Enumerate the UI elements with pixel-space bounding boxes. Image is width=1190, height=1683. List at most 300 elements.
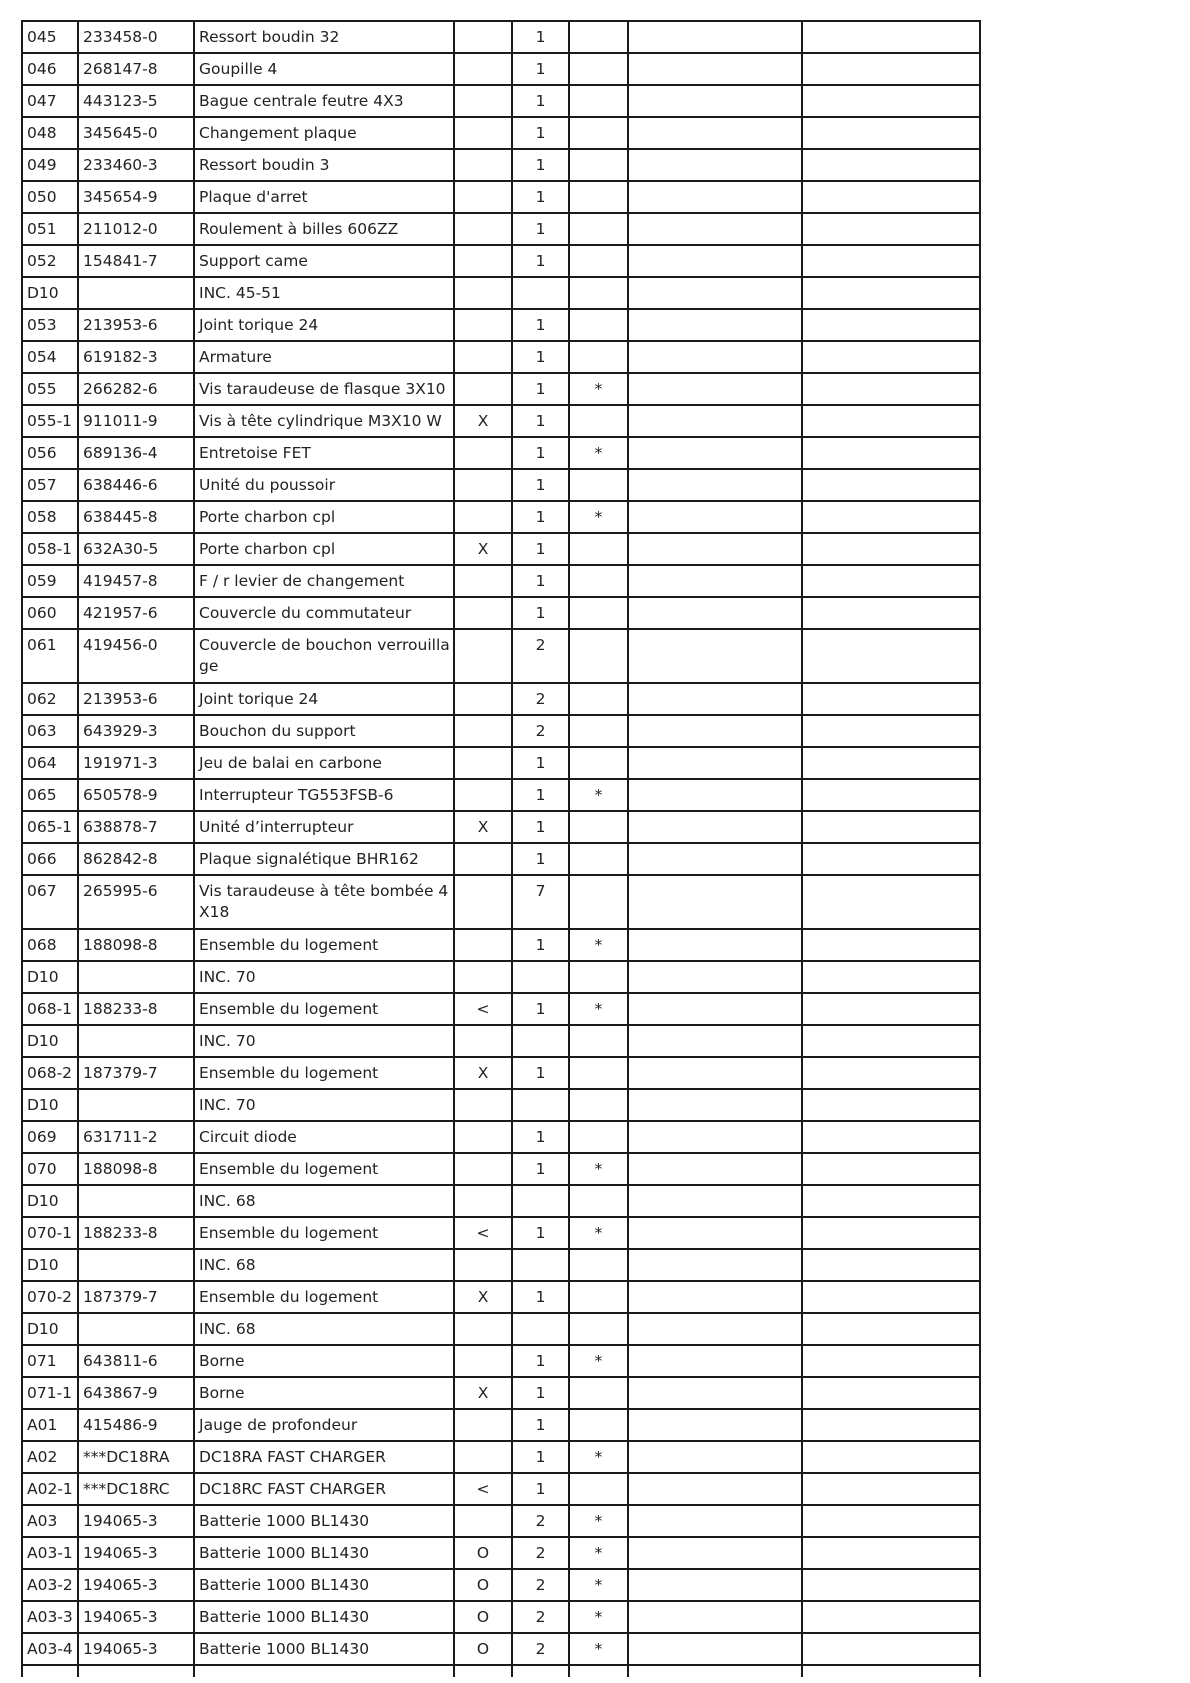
item-number-cell: 062 — [22, 683, 78, 715]
part-number-cell: 265995-6 — [78, 875, 194, 929]
quantity-cell: 2 — [512, 1601, 569, 1633]
empty-cell — [512, 1665, 569, 1677]
blank-cell-a — [628, 341, 802, 373]
marker-cell — [569, 21, 628, 53]
table-row — [22, 437, 980, 469]
empty-cell — [802, 1665, 980, 1677]
part-number-cell: 188233-8 — [78, 993, 194, 1025]
table-row — [22, 1633, 980, 1665]
table-row — [22, 929, 980, 961]
variant-flag-cell — [454, 1249, 512, 1281]
marker-cell — [569, 117, 628, 149]
variant-flag-cell — [454, 565, 512, 597]
parts-table — [21, 20, 981, 1677]
description-cell: Ensemble du logement — [194, 1153, 454, 1185]
blank-cell-b — [802, 1281, 980, 1313]
description-cell: Jeu de balai en carbone — [194, 747, 454, 779]
table-row — [22, 1185, 980, 1217]
table-row — [22, 245, 980, 277]
blank-cell-a — [628, 1249, 802, 1281]
blank-cell-b — [802, 875, 980, 929]
blank-cell-a — [628, 683, 802, 715]
table-row — [22, 683, 980, 715]
variant-flag-cell — [454, 469, 512, 501]
quantity-cell: 1 — [512, 309, 569, 341]
blank-cell-b — [802, 1025, 980, 1057]
description-cell: Support came — [194, 245, 454, 277]
part-number-cell: 194065-3 — [78, 1537, 194, 1569]
quantity-cell: 1 — [512, 405, 569, 437]
item-number-cell: 046 — [22, 53, 78, 85]
blank-cell-a — [628, 1569, 802, 1601]
variant-flag-cell: X — [454, 811, 512, 843]
table-row — [22, 1505, 980, 1537]
marker-cell — [569, 683, 628, 715]
description-cell: Ressort boudin 3 — [194, 149, 454, 181]
blank-cell-a — [628, 1217, 802, 1249]
marker-cell: * — [569, 1633, 628, 1665]
blank-cell-a — [628, 1505, 802, 1537]
table-row — [22, 1153, 980, 1185]
blank-cell-b — [802, 437, 980, 469]
marker-cell — [569, 277, 628, 309]
variant-flag-cell — [454, 53, 512, 85]
blank-cell-b — [802, 1153, 980, 1185]
variant-flag-cell — [454, 715, 512, 747]
marker-cell — [569, 629, 628, 683]
description-cell: Bouchon du support — [194, 715, 454, 747]
quantity-cell: 2 — [512, 1537, 569, 1569]
part-number-cell: 194065-3 — [78, 1633, 194, 1665]
variant-flag-cell — [454, 597, 512, 629]
variant-flag-cell — [454, 1025, 512, 1057]
blank-cell-a — [628, 747, 802, 779]
description-cell: Interrupteur TG553FSB-6 — [194, 779, 454, 811]
item-number-cell: 051 — [22, 213, 78, 245]
variant-flag-cell — [454, 501, 512, 533]
empty-cell — [78, 1665, 194, 1677]
item-number-cell: 069 — [22, 1121, 78, 1153]
variant-flag-cell — [454, 1121, 512, 1153]
marker-cell: * — [569, 929, 628, 961]
part-number-cell: 650578-9 — [78, 779, 194, 811]
blank-cell-a — [628, 875, 802, 929]
quantity-cell — [512, 1313, 569, 1345]
quantity-cell — [512, 961, 569, 993]
table-row — [22, 1409, 980, 1441]
variant-flag-cell — [454, 85, 512, 117]
description-cell: F / r levier de changement — [194, 565, 454, 597]
description-cell: Porte charbon cpl — [194, 501, 454, 533]
marker-cell: * — [569, 1153, 628, 1185]
variant-flag-cell — [454, 1313, 512, 1345]
blank-cell-a — [628, 277, 802, 309]
description-cell: Borne — [194, 1377, 454, 1409]
part-number-cell — [78, 1185, 194, 1217]
variant-flag-cell: X — [454, 405, 512, 437]
table-row — [22, 747, 980, 779]
table-row — [22, 309, 980, 341]
blank-cell-a — [628, 1633, 802, 1665]
marker-cell: * — [569, 1601, 628, 1633]
variant-flag-cell — [454, 929, 512, 961]
marker-cell — [569, 85, 628, 117]
quantity-cell: 1 — [512, 341, 569, 373]
item-number-cell: 054 — [22, 341, 78, 373]
variant-flag-cell — [454, 629, 512, 683]
blank-cell-a — [628, 213, 802, 245]
marker-cell — [569, 961, 628, 993]
table-row — [22, 811, 980, 843]
table-row — [22, 1377, 980, 1409]
description-cell: Entretoise FET — [194, 437, 454, 469]
blank-cell-a — [628, 1409, 802, 1441]
item-number-cell: 060 — [22, 597, 78, 629]
description-cell: Batterie 1000 BL1430 — [194, 1537, 454, 1569]
quantity-cell: 2 — [512, 629, 569, 683]
part-number-cell: 345645-0 — [78, 117, 194, 149]
blank-cell-b — [802, 149, 980, 181]
variant-flag-cell — [454, 779, 512, 811]
table-row — [22, 1025, 980, 1057]
blank-cell-b — [802, 1505, 980, 1537]
marker-cell — [569, 245, 628, 277]
blank-cell-a — [628, 1313, 802, 1345]
blank-cell-a — [628, 117, 802, 149]
item-number-cell: 048 — [22, 117, 78, 149]
blank-cell-b — [802, 21, 980, 53]
variant-flag-cell: X — [454, 1057, 512, 1089]
item-number-cell: 057 — [22, 469, 78, 501]
item-number-cell: 065 — [22, 779, 78, 811]
marker-cell: * — [569, 501, 628, 533]
item-number-cell: D10 — [22, 1249, 78, 1281]
blank-cell-b — [802, 565, 980, 597]
item-number-cell: A01 — [22, 1409, 78, 1441]
item-number-cell: A03 — [22, 1505, 78, 1537]
quantity-cell: 1 — [512, 779, 569, 811]
table-row — [22, 21, 980, 53]
part-number-cell: ***DC18RC — [78, 1473, 194, 1505]
marker-cell — [569, 533, 628, 565]
marker-cell: * — [569, 373, 628, 405]
table-row — [22, 1313, 980, 1345]
marker-cell: * — [569, 779, 628, 811]
part-number-cell: 415486-9 — [78, 1409, 194, 1441]
parts-table-body — [22, 21, 980, 1677]
part-number-cell — [78, 961, 194, 993]
variant-flag-cell — [454, 277, 512, 309]
part-number-cell: 213953-6 — [78, 683, 194, 715]
description-cell: Changement plaque — [194, 117, 454, 149]
part-number-cell: 632A30-5 — [78, 533, 194, 565]
table-row — [22, 405, 980, 437]
blank-cell-b — [802, 747, 980, 779]
variant-flag-cell — [454, 1441, 512, 1473]
description-cell: Ressort boudin 32 — [194, 21, 454, 53]
marker-cell — [569, 1249, 628, 1281]
item-number-cell: 056 — [22, 437, 78, 469]
part-number-cell: 631711-2 — [78, 1121, 194, 1153]
marker-cell — [569, 469, 628, 501]
variant-flag-cell: X — [454, 533, 512, 565]
marker-cell: * — [569, 1441, 628, 1473]
part-number-cell: 233460-3 — [78, 149, 194, 181]
description-cell: INC. 70 — [194, 961, 454, 993]
blank-cell-b — [802, 1569, 980, 1601]
description-cell: Bague centrale feutre 4X3 — [194, 85, 454, 117]
quantity-cell: 1 — [512, 929, 569, 961]
blank-cell-b — [802, 929, 980, 961]
blank-cell-b — [802, 1217, 980, 1249]
part-number-cell: 911011-9 — [78, 405, 194, 437]
description-cell: Plaque d'arret — [194, 181, 454, 213]
part-number-cell: 643867-9 — [78, 1377, 194, 1409]
description-cell: INC. 68 — [194, 1313, 454, 1345]
blank-cell-b — [802, 629, 980, 683]
table-row — [22, 565, 980, 597]
item-number-cell: 059 — [22, 565, 78, 597]
variant-flag-cell — [454, 117, 512, 149]
variant-flag-cell — [454, 1505, 512, 1537]
marker-cell: * — [569, 1537, 628, 1569]
blank-cell-a — [628, 1473, 802, 1505]
empty-cell — [22, 1665, 78, 1677]
quantity-cell: 1 — [512, 501, 569, 533]
part-number-cell: 638445-8 — [78, 501, 194, 533]
marker-cell: * — [569, 1217, 628, 1249]
marker-cell — [569, 1473, 628, 1505]
variant-flag-cell: X — [454, 1281, 512, 1313]
table-row — [22, 629, 980, 683]
blank-cell-b — [802, 1601, 980, 1633]
variant-flag-cell: < — [454, 1473, 512, 1505]
table-row — [22, 961, 980, 993]
blank-cell-b — [802, 181, 980, 213]
part-number-cell: 213953-6 — [78, 309, 194, 341]
quantity-cell: 1 — [512, 149, 569, 181]
part-number-cell: 643811-6 — [78, 1345, 194, 1377]
item-number-cell: 058 — [22, 501, 78, 533]
description-cell: Vis à tête cylindrique M3X10 W — [194, 405, 454, 437]
quantity-cell: 1 — [512, 85, 569, 117]
part-number-cell — [78, 277, 194, 309]
blank-cell-b — [802, 1249, 980, 1281]
item-number-cell: 068 — [22, 929, 78, 961]
part-number-cell — [78, 1313, 194, 1345]
description-cell: Batterie 1000 BL1430 — [194, 1569, 454, 1601]
blank-cell-b — [802, 1313, 980, 1345]
blank-cell-a — [628, 533, 802, 565]
description-cell: INC. 70 — [194, 1025, 454, 1057]
description-cell: Couvercle de bouchon verrouillage — [194, 629, 454, 683]
quantity-cell: 1 — [512, 1217, 569, 1249]
part-number-cell: 638878-7 — [78, 811, 194, 843]
blank-cell-b — [802, 85, 980, 117]
description-cell: Circuit diode — [194, 1121, 454, 1153]
variant-flag-cell — [454, 181, 512, 213]
blank-cell-b — [802, 533, 980, 565]
blank-cell-b — [802, 715, 980, 747]
description-cell: Batterie 1000 BL1430 — [194, 1633, 454, 1665]
marker-cell — [569, 1313, 628, 1345]
quantity-cell: 1 — [512, 437, 569, 469]
part-number-cell: 194065-3 — [78, 1601, 194, 1633]
table-row — [22, 373, 980, 405]
description-cell: Ensemble du logement — [194, 1057, 454, 1089]
blank-cell-a — [628, 85, 802, 117]
table-row — [22, 53, 980, 85]
marker-cell — [569, 1185, 628, 1217]
item-number-cell: 050 — [22, 181, 78, 213]
marker-cell — [569, 1377, 628, 1409]
description-cell: Batterie 1000 BL1430 — [194, 1505, 454, 1537]
part-number-cell — [78, 1025, 194, 1057]
item-number-cell: 070-1 — [22, 1217, 78, 1249]
variant-flag-cell: < — [454, 1217, 512, 1249]
part-number-cell: 211012-0 — [78, 213, 194, 245]
quantity-cell: 1 — [512, 1409, 569, 1441]
quantity-cell: 1 — [512, 843, 569, 875]
blank-cell-a — [628, 629, 802, 683]
blank-cell-a — [628, 1153, 802, 1185]
description-cell: DC18RA FAST CHARGER — [194, 1441, 454, 1473]
marker-cell: * — [569, 1569, 628, 1601]
blank-cell-a — [628, 1441, 802, 1473]
table-row — [22, 1121, 980, 1153]
blank-cell-b — [802, 341, 980, 373]
blank-cell-a — [628, 501, 802, 533]
marker-cell — [569, 875, 628, 929]
blank-cell-b — [802, 245, 980, 277]
description-cell: Vis taraudeuse de flasque 3X10 — [194, 373, 454, 405]
variant-flag-cell: < — [454, 993, 512, 1025]
table-row — [22, 779, 980, 811]
table-row — [22, 1441, 980, 1473]
item-number-cell: 061 — [22, 629, 78, 683]
blank-cell-a — [628, 469, 802, 501]
blank-cell-a — [628, 715, 802, 747]
description-cell: Vis taraudeuse à tête bombée 4X18 — [194, 875, 454, 929]
table-row — [22, 597, 980, 629]
blank-cell-a — [628, 1281, 802, 1313]
quantity-cell: 2 — [512, 1505, 569, 1537]
item-number-cell: 066 — [22, 843, 78, 875]
table-row — [22, 85, 980, 117]
part-number-cell: 345654-9 — [78, 181, 194, 213]
blank-cell-a — [628, 811, 802, 843]
blank-cell-b — [802, 811, 980, 843]
blank-cell-b — [802, 1121, 980, 1153]
table-row — [22, 1089, 980, 1121]
blank-cell-a — [628, 1185, 802, 1217]
blank-cell-b — [802, 1633, 980, 1665]
quantity-cell: 1 — [512, 1441, 569, 1473]
variant-flag-cell — [454, 373, 512, 405]
marker-cell: * — [569, 1505, 628, 1537]
part-number-cell: 266282-6 — [78, 373, 194, 405]
quantity-cell — [512, 1185, 569, 1217]
part-number-cell: 194065-3 — [78, 1569, 194, 1601]
description-cell: Jauge de profondeur — [194, 1409, 454, 1441]
variant-flag-cell — [454, 309, 512, 341]
item-number-cell: D10 — [22, 277, 78, 309]
variant-flag-cell: O — [454, 1537, 512, 1569]
item-number-cell: 070-2 — [22, 1281, 78, 1313]
table-row — [22, 1217, 980, 1249]
blank-cell-b — [802, 597, 980, 629]
marker-cell — [569, 1025, 628, 1057]
quantity-cell: 1 — [512, 245, 569, 277]
quantity-cell: 1 — [512, 1281, 569, 1313]
marker-cell — [569, 1281, 628, 1313]
empty-cell — [569, 1665, 628, 1677]
table-row — [22, 1281, 980, 1313]
blank-cell-b — [802, 961, 980, 993]
part-number-cell: 419457-8 — [78, 565, 194, 597]
blank-cell-a — [628, 843, 802, 875]
blank-cell-a — [628, 1025, 802, 1057]
marker-cell — [569, 597, 628, 629]
description-cell: Goupille 4 — [194, 53, 454, 85]
item-number-cell: 064 — [22, 747, 78, 779]
description-cell: Porte charbon cpl — [194, 533, 454, 565]
marker-cell — [569, 213, 628, 245]
blank-cell-a — [628, 597, 802, 629]
blank-cell-b — [802, 277, 980, 309]
blank-cell-a — [628, 565, 802, 597]
part-number-cell: 638446-6 — [78, 469, 194, 501]
blank-cell-a — [628, 405, 802, 437]
item-number-cell: D10 — [22, 961, 78, 993]
marker-cell — [569, 405, 628, 437]
quantity-cell: 1 — [512, 373, 569, 405]
blank-cell-a — [628, 245, 802, 277]
description-cell: Borne — [194, 1345, 454, 1377]
table-row — [22, 1345, 980, 1377]
variant-flag-cell — [454, 1345, 512, 1377]
blank-cell-a — [628, 1345, 802, 1377]
marker-cell: * — [569, 993, 628, 1025]
marker-cell — [569, 341, 628, 373]
blank-cell-b — [802, 993, 980, 1025]
item-number-cell: D10 — [22, 1025, 78, 1057]
blank-cell-b — [802, 843, 980, 875]
part-number-cell: 419456-0 — [78, 629, 194, 683]
part-number-cell: 191971-3 — [78, 747, 194, 779]
marker-cell — [569, 1121, 628, 1153]
blank-cell-b — [802, 469, 980, 501]
part-number-cell — [78, 1089, 194, 1121]
description-cell: Ensemble du logement — [194, 1281, 454, 1313]
blank-cell-a — [628, 437, 802, 469]
description-cell: Batterie 1000 BL1430 — [194, 1601, 454, 1633]
blank-cell-a — [628, 373, 802, 405]
variant-flag-cell — [454, 21, 512, 53]
marker-cell — [569, 843, 628, 875]
variant-flag-cell — [454, 843, 512, 875]
table-row — [22, 117, 980, 149]
description-cell: Joint torique 24 — [194, 683, 454, 715]
table-row — [22, 1473, 980, 1505]
description-cell: Ensemble du logement — [194, 1217, 454, 1249]
item-number-cell: 068-1 — [22, 993, 78, 1025]
table-row — [22, 1601, 980, 1633]
marker-cell — [569, 715, 628, 747]
part-number-cell: 268147-8 — [78, 53, 194, 85]
marker-cell — [569, 811, 628, 843]
quantity-cell: 1 — [512, 1345, 569, 1377]
